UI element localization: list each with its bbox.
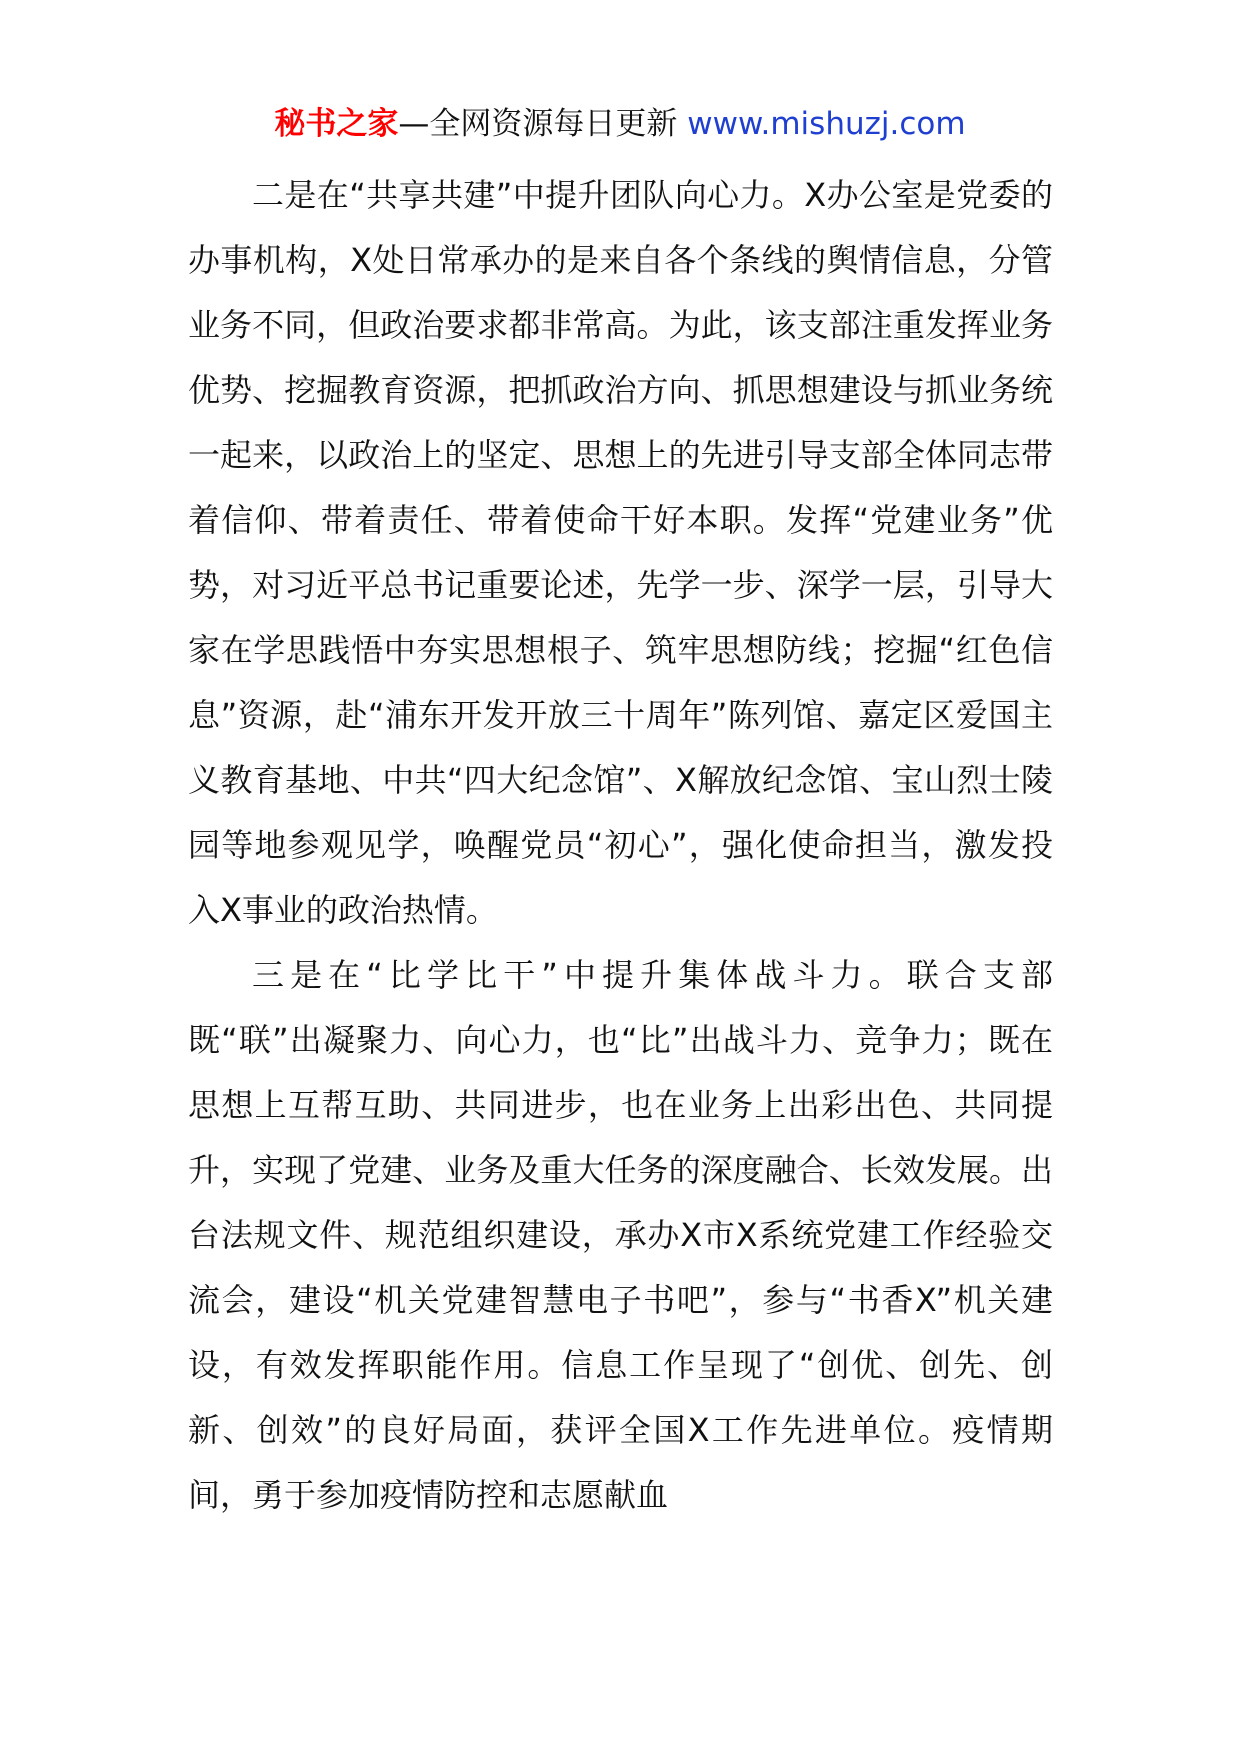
site-url-link[interactable]: www.mishuzj.com (687, 106, 966, 142)
header-tagline: —全网资源每日更新 (398, 106, 688, 142)
document-body (188, 163, 1053, 1528)
page-header (0, 98, 1240, 150)
brand-name: 秘书之家 (274, 106, 399, 142)
paragraph-3: 三是在“比学比干”中提升集体战斗力。联合支部既“联”出凝聚力、向心力，也“比”出战斗力、竞争力；既在思想上互帮互助、共同进步，也在业务上出彩出色、共同提升，实现了党建、业务及重大任务的深度融合、长效发展。出台法规文件、规范组织建设，承办X市X系统党建工作经验交流会，建设“机关党建智慧电子书吧”，参与“书香X”机关建设，有效发挥职能作用。信息工作呈现了“创优、创先、创新、创效”的良好局面，获评全国X工作先进单位。疫情期间，勇于参加疫情防控和志愿献血 (188, 956, 1053, 1514)
paragraph-2: 二是在“共享共建”中提升团队向心力。X办公室是党委的办事机构，X处日常承办的是来自各个条线的舆情信息，分管业务不同，但政治要求都非常高。为此，该支部注重发挥业务优势、挖掘教育资源，把抓政治方向、抓思想建设与抓业务统一起来，以政治上的坚定、思想上的先进引导支部全体同志带着信仰、带着责任、带着使命干好本职。发挥“党建业务”优势，对习近平总书记重要论述，先学一步、深学一层，引导大家在学思践悟中夯实思想根子、筑牢思想防线；挖掘“红色信息”资源，赴“浦东开发开放三十周年”陈列馆、嘉定区爱国主义教育基地、中共“四大纪念馆”、X解放纪念馆、宝山烈士陵园等地参观见学，唤醒党员“初心”，强化使命担当，激发投入X事业的政治热情。 (188, 176, 1053, 929)
